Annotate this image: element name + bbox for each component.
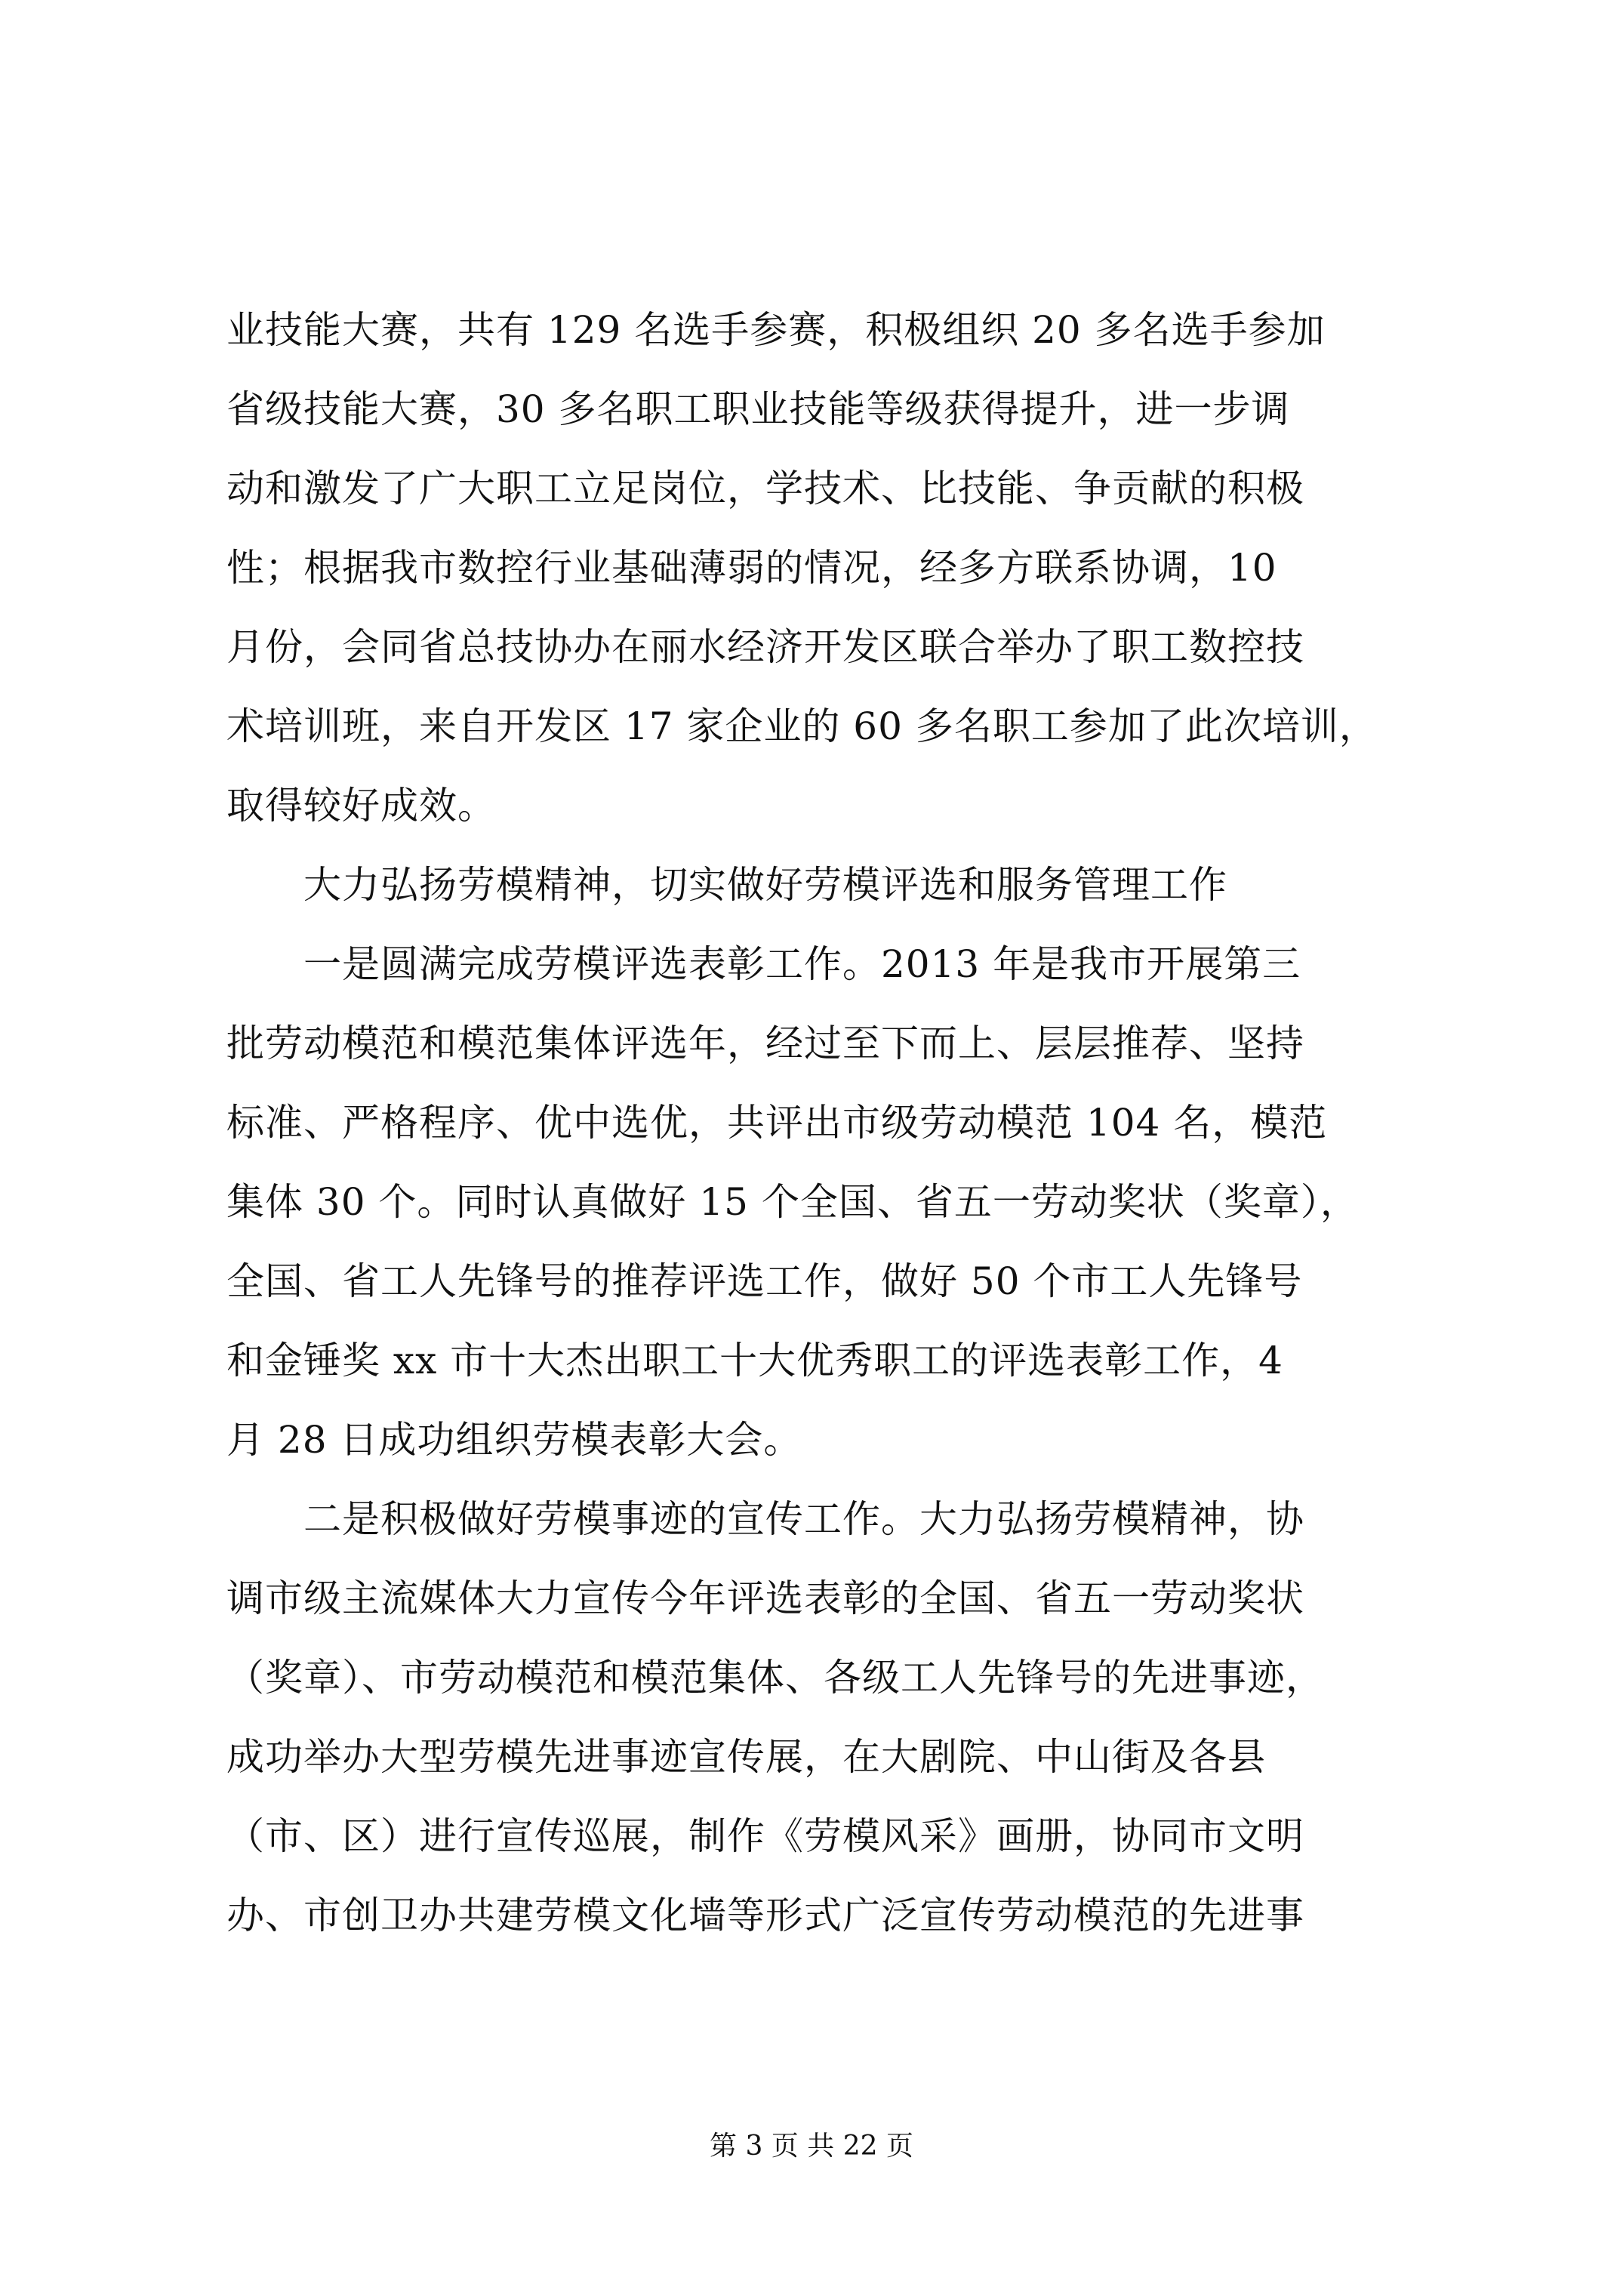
text-line: 术培训班，来自开发区 17 家企业的 60 多名职工参加了此次培训， [226, 704, 1378, 748]
text-line: 办、市创卫办共建劳模文化墙等形式广泛宣传劳动模范的先进事 [226, 1894, 1304, 1937]
text-line: 全国、省工人先锋号的推荐评选工作，做好 50 个市工人先锋号 [226, 1259, 1303, 1303]
text-line: 取得较好成效。 [226, 784, 496, 827]
text-line: 二是积极做好劳模事迹的宣传工作。大力弘扬劳模精神，协 [226, 1497, 1304, 1541]
text-line: 调市级主流媒体大力宣传今年评选表彰的全国、省五一劳动奖状 [226, 1576, 1304, 1620]
page-footer: 第 3 页 共 22 页 [710, 2131, 913, 2162]
text-line: 性；根据我市数控行业基础薄弱的情况，经多方联系协调，10 [226, 546, 1277, 590]
text-line: 标准、严格程序、优中选优，共评出市级劳动模范 104 名，模范 [226, 1101, 1328, 1145]
text-line: 动和激发了广大职工立足岗位，学技术、比技能、争贡献的积极 [226, 467, 1304, 510]
text-line: 批劳动模范和模范集体评选年，经过至下而上、层层推荐、坚持 [226, 1022, 1304, 1065]
text-line: 成功举办大型劳模先进事迹宣传展，在大剧院、中山街及各县 [226, 1735, 1266, 1779]
document-body [226, 291, 1427, 1955]
section-heading: 大力弘扬劳模精神，切实做好劳模评选和服务管理工作 [226, 863, 1227, 907]
text-line: （市、区）进行宣传巡展，制作《劳模风采》画册，协同市文明 [226, 1814, 1304, 1858]
text-line: 一是圆满完成劳模评选表彰工作。2013 年是我市开展第三 [226, 942, 1301, 986]
text-line: 省级技能大赛，30 多名职工职业技能等级获得提升，进一步调 [226, 387, 1290, 431]
text-line: 月份，会同省总技协办在丽水经济开发区联合举办了职工数控技 [226, 625, 1304, 669]
text-line: （奖章）、市劳动模范和模范集体、各级工人先锋号的先进事迹， [226, 1656, 1324, 1700]
text-line: 和金锤奖 xx 市十大杰出职工十大优秀职工的评选表彰工作，4 [226, 1339, 1283, 1382]
text-line: 业技能大赛，共有 129 名选手参赛，积极组织 20 多名选手参加 [226, 308, 1326, 352]
text-line: 月 28 日成功组织劳模表彰大会。 [226, 1418, 802, 1462]
text-line: 集体 30 个。同时认真做好 15 个全国、省五一劳动奖状（奖章）， [226, 1180, 1359, 1224]
